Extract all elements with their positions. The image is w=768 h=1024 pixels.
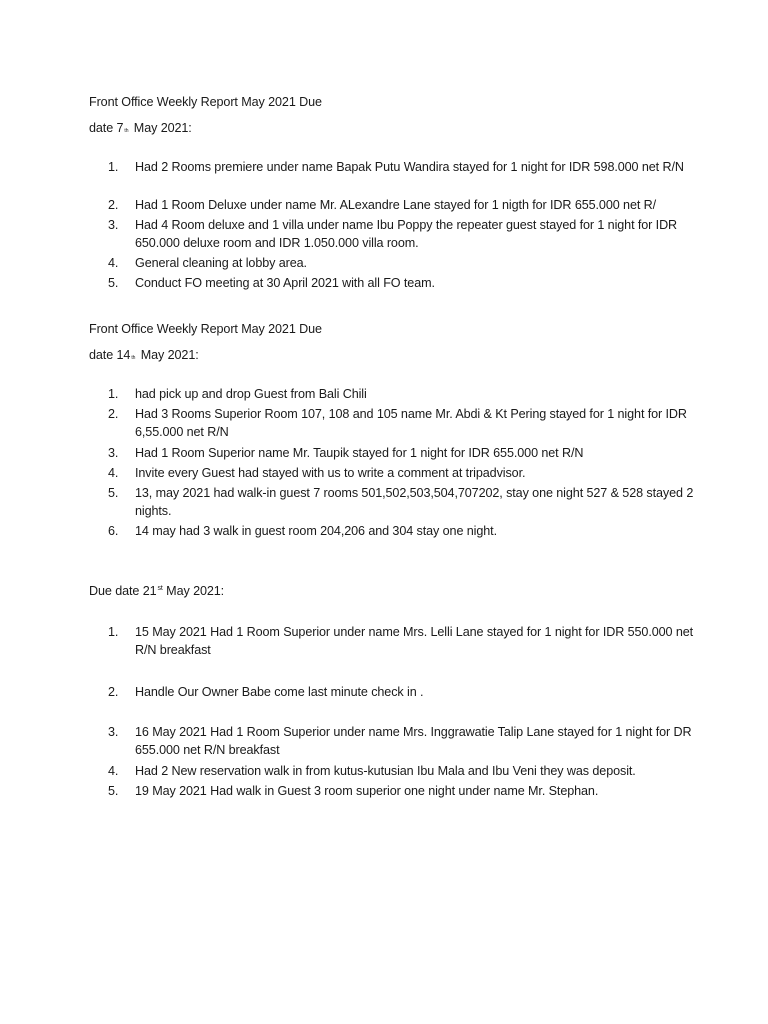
list-item (108, 782, 708, 800)
list-number: 1. (108, 160, 119, 174)
list-item (108, 484, 708, 520)
list-text: Had 2 Rooms premiere under name Bapak Putu Wandira stayed for 1 night for IDR 598.000 net R/N (135, 160, 684, 174)
list-item (108, 274, 708, 292)
list-item (108, 683, 708, 701)
list-number: 3. (108, 725, 119, 739)
list-text: 16 May 2021 Had 1 Room Superior under name Mrs. Inggrawatie Talip Lane stayed for 1 night for DR 655.000 net R/N breakfast (135, 725, 692, 757)
list-text: had pick up and drop Guest from Bali Chili (135, 387, 367, 401)
list-item (108, 216, 708, 252)
list-number: 4. (108, 466, 119, 480)
list-number: 6. (108, 524, 119, 538)
list-text: Had 3 Rooms Superior Room 107, 108 and 105 name Mr. Abdi & Kt Pering stayed for 1 night for IDR 6,55.000 net R/N (135, 407, 687, 439)
list-number: 1. (108, 387, 119, 401)
list-text: Had 4 Room deluxe and 1 villa under name Ibu Poppy the repeater guest stayed for 1 night for IDR 650.000 deluxe room and IDR 1.050.000 villa room. (135, 218, 678, 250)
heading-text: date 14 (89, 348, 131, 362)
list-text: Handle Our Owner Babe come last minute check in . (135, 685, 424, 699)
section-2-heading-line2 (89, 348, 199, 362)
section-2-heading-line1: Front Office Weekly Report May 2021 Due (89, 322, 322, 336)
list-text: Had 1 Room Superior name Mr. Taupik stayed for 1 night for IDR 655.000 net R/N (135, 446, 584, 460)
list-number: 2. (108, 407, 119, 421)
ordinal-suffix: th (131, 355, 136, 361)
list-text: 14 may had 3 walk in guest room 204,206 and 304 stay one night. (135, 524, 497, 538)
list-text: 13, may 2021 had walk-in guest 7 rooms 501,502,503,504,707202, stay one night 527 & 528 stayed 2 nights. (135, 486, 694, 518)
list-text: Conduct FO meeting at 30 April 2021 with all FO team. (135, 276, 435, 290)
list-number: 2. (108, 685, 119, 699)
list-text: General cleaning at lobby area. (135, 256, 307, 270)
heading-text: Due date 21 (89, 584, 157, 598)
ordinal-suffix: th (124, 128, 129, 134)
heading-text: May 2021: (162, 584, 225, 598)
list-item (108, 762, 708, 780)
list-item (108, 158, 708, 176)
list-number: 1. (108, 625, 119, 639)
list-item (108, 464, 708, 482)
list-text: Had 1 Room Deluxe under name Mr. ALexandre Lane stayed for 1 nigth for IDR 655.000 net R/ (135, 198, 657, 212)
list-number: 2. (108, 198, 119, 212)
list-item (108, 196, 708, 214)
list-number: 3. (108, 218, 119, 232)
list-item (108, 385, 708, 403)
list-item (108, 444, 708, 462)
list-number: 4. (108, 256, 119, 270)
list-item (108, 254, 708, 272)
list-text: Had 2 New reservation walk in from kutus-kutusian Ibu Mala and Ibu Veni they was deposit. (135, 764, 636, 778)
list-text: Invite every Guest had stayed with us to write a comment at tripadvisor. (135, 466, 526, 480)
list-item (108, 405, 708, 441)
list-text: 19 May 2021 Had walk in Guest 3 room superior one night under name Mr. Stephan. (135, 784, 599, 798)
list-item (108, 623, 708, 659)
section-1-heading-line1: Front Office Weekly Report May 2021 Due (89, 95, 322, 109)
list-text: 15 May 2021 Had 1 Room Superior under name Mrs. Lelli Lane stayed for 1 night for IDR 550.000 net R/N breakfast (135, 625, 694, 657)
section-3-heading (89, 584, 224, 598)
list-number: 5. (108, 276, 119, 290)
list-number: 5. (108, 486, 119, 500)
ordinal-suffix: st (157, 585, 163, 592)
heading-text: May 2021: (130, 121, 192, 135)
heading-text: date 7 (89, 121, 124, 135)
list-item (108, 723, 708, 759)
section-1-heading-line2 (89, 121, 192, 135)
list-number: 5. (108, 784, 119, 798)
list-number: 4. (108, 764, 119, 778)
heading-text: May 2021: (137, 348, 199, 362)
list-item (108, 522, 708, 540)
list-number: 3. (108, 446, 119, 460)
